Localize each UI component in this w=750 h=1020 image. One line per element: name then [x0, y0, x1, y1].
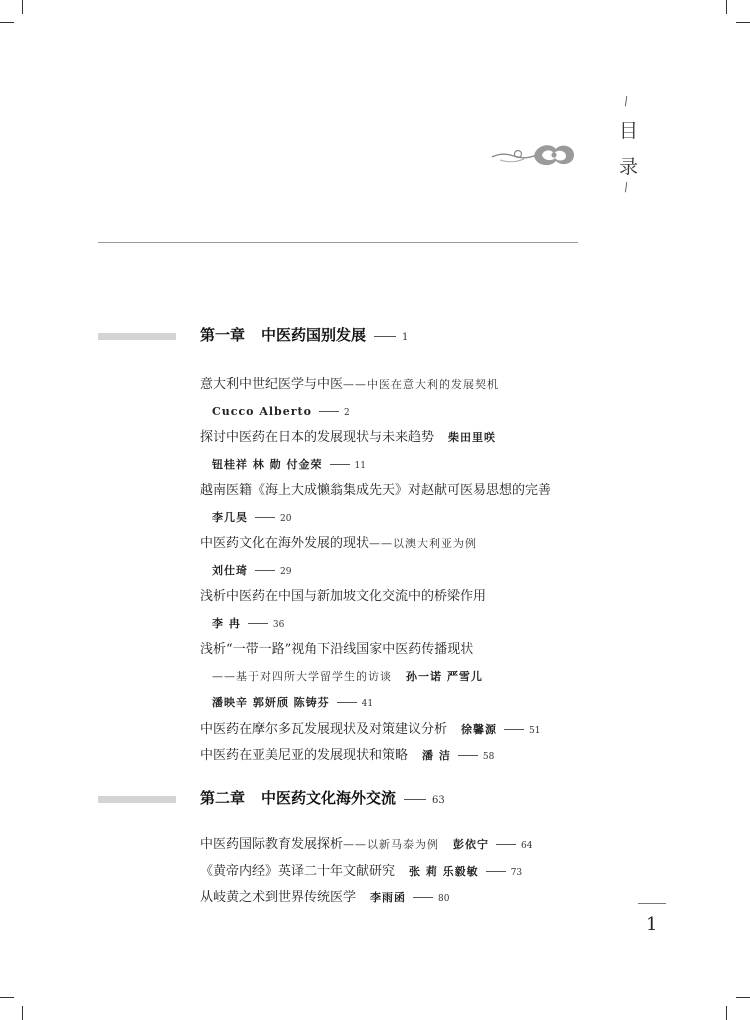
- toc-entry-line[interactable]: [200, 483, 551, 499]
- toc-entry-line[interactable]: [200, 722, 540, 739]
- crop-mark-top-left-v: [22, 0, 23, 14]
- entry-authors: 彭依宁: [453, 838, 490, 851]
- entry-title: 从岐黄之术到世界传统医学: [200, 890, 357, 905]
- entry-authors: 潘 洁: [422, 749, 451, 762]
- crop-mark-top-right-v: [726, 0, 727, 14]
- leader-dash: [496, 844, 516, 845]
- entry-title: 探讨中医药在日本的发展现状与未来趋势: [200, 430, 435, 445]
- chapter-title: 中医药文化海外交流: [261, 789, 397, 807]
- entry-authors: 孙一诺 严雪儿: [406, 670, 483, 683]
- entry-title: 浅析“一带一路”视角下沿线国家中医药传播现状: [200, 642, 474, 657]
- title-slash-top: /: [622, 93, 630, 109]
- entry-title: 《黄帝内经》英译二十年文献研究: [200, 864, 396, 879]
- entry-title: 中医药在亚美尼亚的发展现状和策略: [200, 748, 409, 763]
- entry-subtitle: ——基于对四所大学留学生的访谈: [212, 670, 392, 683]
- entry-authors: 李 冉: [212, 617, 241, 630]
- entry-title: 中医药国际教育发展探析: [200, 837, 344, 852]
- entry-subtitle: ——中医在意大利的发展契机: [343, 378, 500, 391]
- leader-dash: [486, 871, 506, 872]
- toc-entry-line[interactable]: [200, 837, 532, 854]
- leader-dash: [248, 623, 268, 624]
- entry-authors: 刘仕琦: [212, 564, 248, 577]
- entry-page: 20: [280, 514, 292, 524]
- entry-page: 11: [354, 461, 366, 471]
- entry-page: 64: [521, 841, 533, 851]
- title-char-lu: 录: [619, 156, 639, 178]
- crop-mark-top-right-h: [736, 22, 750, 23]
- crop-mark-bottom-right-h: [736, 997, 750, 998]
- folio-rule: [638, 903, 666, 904]
- leader-dash: [404, 799, 426, 800]
- chapter-heading: [200, 324, 408, 345]
- entry-authors: 张 莉 乐毅敏: [409, 865, 479, 878]
- toc-entry-line[interactable]: [200, 642, 473, 658]
- chapter-bar: [98, 796, 176, 803]
- entry-subtitle: ——以澳大利亚为例: [369, 537, 478, 550]
- entry-title: 中医药文化在海外发展的现状: [200, 536, 370, 551]
- entry-authors: 李雨函: [370, 891, 407, 904]
- entry-title: 中医药在摩尔多瓦发展现状及对策建议分析: [200, 722, 448, 737]
- leader-dash: [319, 411, 339, 412]
- chapter-label: 第一章: [200, 326, 246, 344]
- entry-page: 36: [272, 620, 285, 630]
- toc-entry-line[interactable]: [200, 377, 499, 393]
- entry-authors: 李几昊: [212, 511, 248, 524]
- crop-mark-bottom-right-v: [726, 1006, 727, 1020]
- entry-authors: 钮桂祥 林 勋 付金荣: [212, 458, 323, 471]
- header-rule: [98, 242, 578, 243]
- toc-entry-line[interactable]: [212, 510, 291, 527]
- toc-entry-line[interactable]: [212, 457, 366, 474]
- chapter-page: 63: [432, 795, 445, 806]
- toc-entry-line[interactable]: [212, 616, 284, 633]
- chapter-title: 中医药国别发展: [261, 326, 367, 344]
- leader-dash: [337, 702, 357, 703]
- toc-entry-line[interactable]: [212, 563, 291, 580]
- entry-page: 41: [361, 699, 374, 709]
- leader-dash: [374, 336, 396, 337]
- chapter-header[interactable]: [98, 787, 558, 811]
- leader-dash: [504, 729, 524, 730]
- toc-entry-line[interactable]: [200, 589, 486, 605]
- leader-dash: [255, 517, 275, 518]
- leader-dash: [458, 755, 478, 756]
- entry-title: 浅析中医药在中国与新加坡文化交流中的桥梁作用: [200, 589, 487, 604]
- entry-authors: 潘映辛 郭妍颀 陈铸芬: [212, 696, 330, 709]
- chapter-label: 第二章: [200, 789, 246, 807]
- entry-title: 意大利中世纪医学与中医: [200, 377, 344, 392]
- entry-title: 越南医籍《海上大成懒翁集成先天》对赵献可医易思想的完善: [200, 483, 552, 498]
- toc-entry-line[interactable]: [200, 748, 494, 765]
- chapter-header[interactable]: [98, 324, 558, 348]
- entry-authors: Cucco Alberto: [212, 405, 312, 418]
- chapter-page: 1: [402, 332, 409, 343]
- entry-page: 2: [343, 408, 350, 418]
- entry-authors: 徐馨源: [461, 723, 498, 736]
- entry-page: 29: [280, 567, 292, 577]
- entry-page: 51: [529, 726, 541, 736]
- entry-page: 80: [438, 894, 450, 904]
- toc-entry-line[interactable]: [212, 669, 483, 685]
- leader-dash: [413, 897, 433, 898]
- chapter-heading: [200, 787, 445, 808]
- leader-dash: [330, 464, 350, 465]
- crop-mark-bottom-left-h: [0, 997, 14, 998]
- leader-dash: [255, 570, 275, 571]
- cloud-ornament-icon: [490, 140, 580, 170]
- entry-page: 73: [510, 868, 523, 878]
- toc-entry-line[interactable]: [212, 404, 350, 421]
- toc-entry-line[interactable]: [200, 536, 477, 552]
- title-slash-bottom: /: [622, 179, 630, 195]
- title-char-mu: 目: [619, 120, 639, 142]
- crop-mark-bottom-left-v: [22, 1006, 23, 1020]
- toc-entry-line[interactable]: [212, 695, 373, 712]
- entry-page: 58: [482, 752, 495, 762]
- page-number: 1: [646, 914, 658, 935]
- entry-subtitle: ——以新马泰为例: [343, 838, 440, 851]
- crop-mark-top-left-h: [0, 22, 14, 23]
- toc-entry-line[interactable]: [200, 890, 449, 907]
- toc-entry-line[interactable]: [200, 430, 496, 446]
- entry-authors: 柴田里咲: [448, 431, 497, 444]
- toc-entry-line[interactable]: [200, 864, 522, 881]
- chapter-bar: [98, 333, 176, 340]
